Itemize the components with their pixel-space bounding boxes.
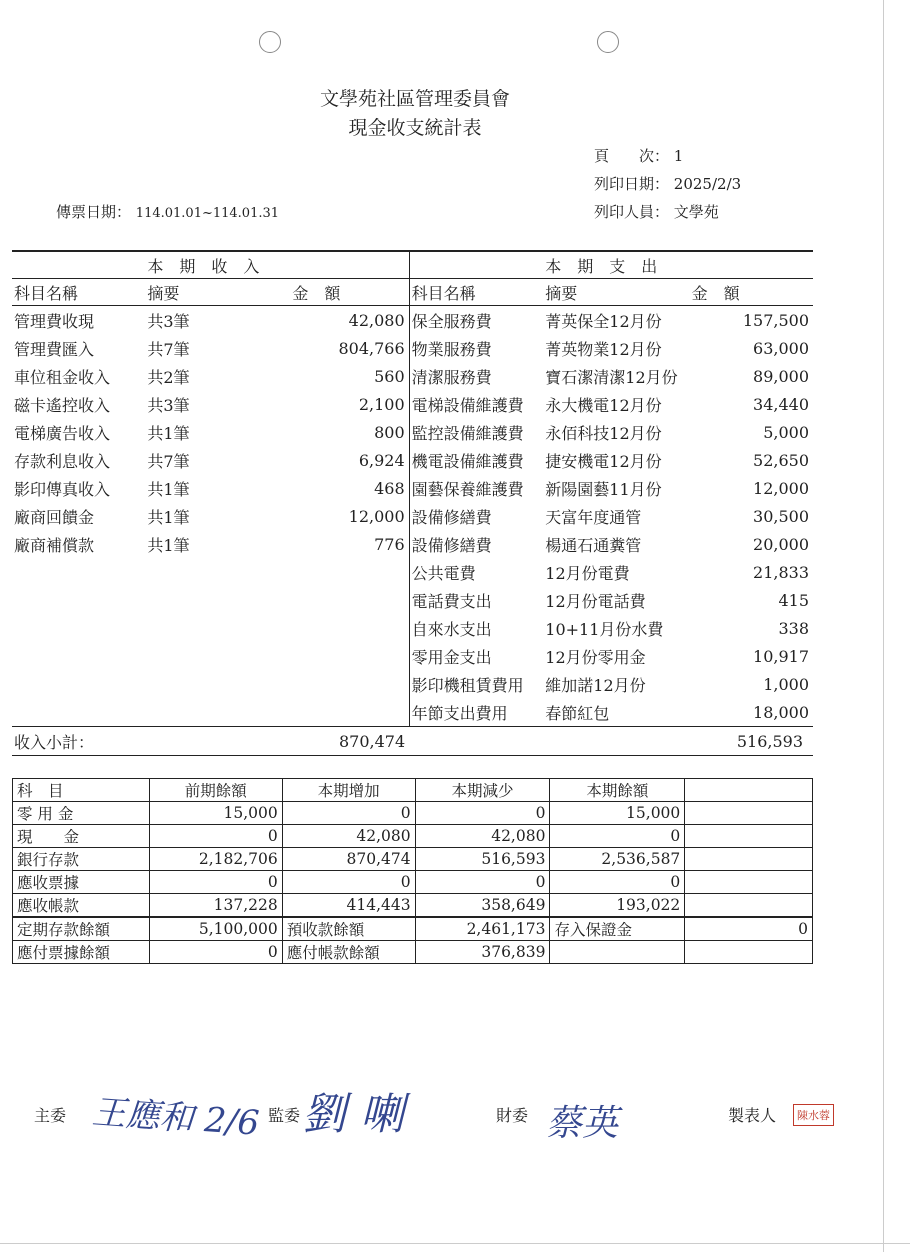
balance-cell: 0: [685, 917, 813, 941]
balance-cell: 零 用 金: [13, 802, 150, 825]
expense-amount: 338: [778, 618, 809, 638]
income-summary: [145, 558, 252, 586]
balance-cell: 應收票據: [13, 871, 150, 894]
table-row: [12, 446, 813, 474]
printer-label: 列印人員：: [594, 203, 670, 221]
income-subject: [12, 558, 145, 586]
voucher-date-row: [56, 201, 279, 222]
balance-row: [13, 871, 813, 894]
income-amount: [252, 614, 409, 642]
maker-label: 製表人: [728, 1106, 777, 1125]
balance-cell: 應付票據餘額: [13, 941, 150, 964]
expense-subject: 監控設備維護費: [409, 418, 543, 446]
balance-cell: 2,461,173: [415, 917, 550, 941]
balance-cell: [685, 941, 813, 964]
expense-summary: 12月份電話費: [545, 591, 646, 611]
balance-cell: 應付帳款餘額: [282, 941, 415, 964]
balance-cell: 0: [282, 802, 415, 825]
table-row: [12, 698, 813, 727]
chair-label: 主委: [34, 1106, 67, 1125]
income-summary: 共3筆: [147, 311, 190, 331]
balance-cell: 42,080: [415, 825, 550, 848]
table-row: [12, 502, 813, 530]
income-amount: 2,100: [358, 394, 405, 414]
balance-cell: 414,443: [282, 894, 415, 918]
balance-row: [13, 941, 813, 964]
income-summary: 共1筆: [147, 479, 190, 499]
income-summary-header: 摘要: [147, 283, 180, 303]
income-subject: [12, 698, 145, 727]
income-summary: 共7筆: [147, 451, 190, 471]
document-title: 文學苑社區管理委員會: [319, 88, 510, 110]
table-row: [12, 306, 813, 335]
expense-subject: 自來水支出: [409, 614, 543, 642]
balance-cell: 應收帳款: [13, 894, 150, 918]
expense-subject: 園藝保養維護費: [409, 474, 543, 502]
expense-summary: 維加諾12月份: [545, 675, 646, 695]
expense-summary: 天富年度通管: [545, 507, 642, 527]
expense-summary: 12月份電費: [545, 563, 630, 583]
income-expense-table: [12, 250, 813, 756]
income-amount: 42,080: [348, 310, 405, 330]
expense-summary: 楊通石通糞管: [545, 535, 642, 555]
page-label: 頁 次：: [594, 147, 670, 165]
expense-amount: 5,000: [763, 422, 809, 442]
income-summary: 共3筆: [147, 395, 190, 415]
income-amount: 560: [374, 366, 405, 386]
income-summary: 共1筆: [147, 507, 190, 527]
subtotal-label: 收入小計：: [14, 732, 95, 752]
balance-cell: [685, 802, 813, 825]
balance-cell: 0: [415, 871, 550, 894]
income-summary: [145, 642, 252, 670]
income-subject: [12, 670, 145, 698]
balance-cell: [550, 941, 685, 964]
balance-cell: 0: [550, 825, 685, 848]
expense-subject: 年節支出費用: [409, 698, 543, 727]
printer-row: [594, 201, 719, 222]
expense-amount: 12,000: [753, 478, 809, 498]
expense-amount: 21,833: [753, 562, 809, 582]
expense-amount: 63,000: [753, 338, 809, 358]
voucher-date-value: 114.01.01~114.01.31: [135, 206, 280, 221]
income-amount: 468: [374, 478, 405, 498]
income-amount: 6,924: [358, 450, 405, 470]
balance-cell: 0: [550, 871, 685, 894]
punch-hole-right: [597, 31, 619, 53]
table-row: [12, 390, 813, 418]
punch-hole-left: [259, 31, 281, 53]
table-row: [12, 642, 813, 670]
supervisor-signature: 劉喇: [302, 1089, 418, 1140]
income-amount-header: 金 額: [292, 283, 341, 303]
income-amount: [252, 558, 409, 586]
scan-edge-bottom: [0, 1243, 910, 1244]
income-subject: [12, 642, 145, 670]
balance-cell: 0: [149, 941, 282, 964]
income-amount: 12,000: [348, 506, 405, 526]
balance-cell: 137,228: [149, 894, 282, 918]
balance-cell: 定期存款餘額: [13, 917, 150, 941]
income-subject: 管理費收現: [14, 311, 95, 331]
expense-summary: 新陽園藝11月份: [545, 479, 662, 499]
balance-cell: 516,593: [415, 848, 550, 871]
expense-subject: 設備修繕費: [409, 530, 543, 558]
income-amount: [252, 586, 409, 614]
expense-amount: 20,000: [753, 534, 809, 554]
expense-summary: 菁英保全12月份: [545, 311, 662, 331]
balance-cell: [685, 894, 813, 918]
expense-subject: 影印機租賃費用: [409, 670, 543, 698]
income-subject-header: 科目名稱: [14, 283, 79, 303]
balance-cell: 2,182,706: [149, 848, 282, 871]
income-summary: [145, 614, 252, 642]
expense-subject: 設備修繕費: [409, 502, 543, 530]
chair-signature: 王應和 2/6: [90, 1092, 261, 1144]
balance-row: [13, 894, 813, 918]
income-subject: [12, 586, 145, 614]
balance-cell: 42,080: [282, 825, 415, 848]
finance-signature: 蔡英: [546, 1103, 619, 1144]
balance-cell: 2,536,587: [550, 848, 685, 871]
income-amount: 800: [374, 422, 405, 442]
table-row: [12, 670, 813, 698]
balance-header-cell: 本期增加: [282, 779, 415, 802]
expense-subject: 公共電費: [409, 558, 543, 586]
maker-stamp: 陳水蓉: [793, 1104, 834, 1126]
balance-header-cell: 本期減少: [415, 779, 550, 802]
expense-summary: 菁英物業12月份: [545, 339, 662, 359]
income-amount: [252, 670, 409, 698]
balance-cell: 現 金: [13, 825, 150, 848]
balance-table: [12, 778, 813, 964]
expense-amount: 157,500: [742, 310, 809, 330]
income-subject: 廠商回饋金: [14, 507, 95, 527]
expense-subject: 物業服務費: [409, 334, 543, 362]
subtotal-expense: 516,593: [736, 731, 803, 751]
income-amount: [252, 698, 409, 727]
balance-row: [13, 848, 813, 871]
balance-header-cell: 科 目: [13, 779, 150, 802]
income-summary: [145, 586, 252, 614]
printer-value: 文學苑: [673, 203, 719, 221]
balance-row: [13, 825, 813, 848]
income-subject: 車位租金收入: [14, 367, 111, 387]
income-subject: 電梯廣告收入: [14, 423, 111, 443]
balance-cell: 870,474: [282, 848, 415, 871]
balance-cell: 0: [149, 825, 282, 848]
balance-cell: [685, 825, 813, 848]
supervisor-label: 監委: [268, 1106, 301, 1125]
expense-amount: 415: [778, 590, 809, 610]
balance-row: [13, 917, 813, 941]
income-summary: [145, 698, 252, 727]
table-row: [12, 530, 813, 558]
balance-cell: 0: [415, 802, 550, 825]
document-subtitle: 現金收支統計表: [348, 117, 482, 139]
balance-header-row: [13, 779, 813, 802]
balance-header-cell: [685, 779, 813, 802]
expense-subject: 電話費支出: [409, 586, 543, 614]
income-amount: 776: [374, 534, 405, 554]
balance-row: [13, 802, 813, 825]
balance-cell: 5,100,000: [149, 917, 282, 941]
expense-amount: 30,500: [753, 506, 809, 526]
income-summary: 共1筆: [147, 535, 190, 555]
page-value: 1: [673, 147, 684, 165]
income-subject: [12, 614, 145, 642]
expense-amount: 89,000: [753, 366, 809, 386]
expense-summary: 10+11月份水費: [545, 619, 664, 639]
page-number-row: [594, 145, 683, 166]
income-subject: 存款利息收入: [14, 451, 111, 471]
finance-label: 財委: [496, 1106, 529, 1125]
balance-cell: 銀行存款: [13, 848, 150, 871]
expense-subject: 清潔服務費: [409, 362, 543, 390]
income-summary: 共2筆: [147, 367, 190, 387]
expense-amount-header: 金 額: [691, 283, 740, 303]
subtotal-income: 870,474: [338, 731, 406, 751]
table-row: [12, 334, 813, 362]
expense-summary: 永佰科技12月份: [545, 423, 662, 443]
print-date-value: 2025/2/3: [673, 175, 742, 193]
expense-summary: 捷安機電12月份: [545, 451, 662, 471]
income-amount: 804,766: [338, 338, 405, 358]
income-amount: [252, 642, 409, 670]
income-summary: 共1筆: [147, 423, 190, 443]
income-summary: 共7筆: [147, 339, 190, 359]
expense-subject: 保全服務費: [409, 306, 543, 335]
balance-cell: 0: [149, 871, 282, 894]
print-date-label: 列印日期：: [594, 175, 670, 193]
table-row: [12, 418, 813, 446]
income-subject: 廠商補償款: [14, 535, 95, 555]
balance-cell: [685, 848, 813, 871]
income-summary: [145, 670, 252, 698]
table-row: [12, 586, 813, 614]
expense-summary: 永大機電12月份: [545, 395, 662, 415]
table-row: [12, 362, 813, 390]
table-row: [12, 474, 813, 502]
expense-section-title: 本 期 支 出: [545, 256, 658, 276]
expense-amount: 10,917: [753, 646, 809, 666]
balance-header-cell: 本期餘額: [550, 779, 685, 802]
table-row: [12, 614, 813, 642]
balance-cell: 376,839: [415, 941, 550, 964]
print-date-row: [594, 173, 741, 194]
balance-cell: 358,649: [415, 894, 550, 918]
balance-cell: 15,000: [550, 802, 685, 825]
balance-cell: 15,000: [149, 802, 282, 825]
expense-amount: 18,000: [753, 702, 809, 722]
expense-subject-header: 科目名稱: [409, 279, 543, 306]
expense-amount: 52,650: [753, 450, 809, 470]
income-subject: 影印傳真收入: [14, 479, 111, 499]
scan-edge-right: [883, 0, 884, 1252]
expense-summary: 12月份零用金: [545, 647, 646, 667]
table-row: [12, 558, 813, 586]
balance-cell: [685, 871, 813, 894]
balance-cell: 0: [282, 871, 415, 894]
income-subject: 磁卡遙控收入: [14, 395, 111, 415]
income-section-title: 本 期 收 入: [147, 256, 260, 276]
expense-amount: 1,000: [763, 674, 809, 694]
balance-cell: 預收款餘額: [282, 917, 415, 941]
balance-cell: 193,022: [550, 894, 685, 918]
expense-subject: 機電設備維護費: [409, 446, 543, 474]
expense-summary: 寶石潔清潔12月份: [545, 367, 678, 387]
voucher-date-label: 傳票日期：: [56, 203, 132, 221]
expense-summary-header: 摘要: [545, 283, 578, 303]
expense-subject: 電梯設備維護費: [409, 390, 543, 418]
balance-cell: 存入保證金: [550, 917, 685, 941]
income-subject: 管理費匯入: [14, 339, 95, 359]
expense-amount: 34,440: [753, 394, 809, 414]
expense-summary: 春節紅包: [545, 703, 610, 723]
expense-subject: 零用金支出: [409, 642, 543, 670]
balance-header-cell: 前期餘額: [149, 779, 282, 802]
